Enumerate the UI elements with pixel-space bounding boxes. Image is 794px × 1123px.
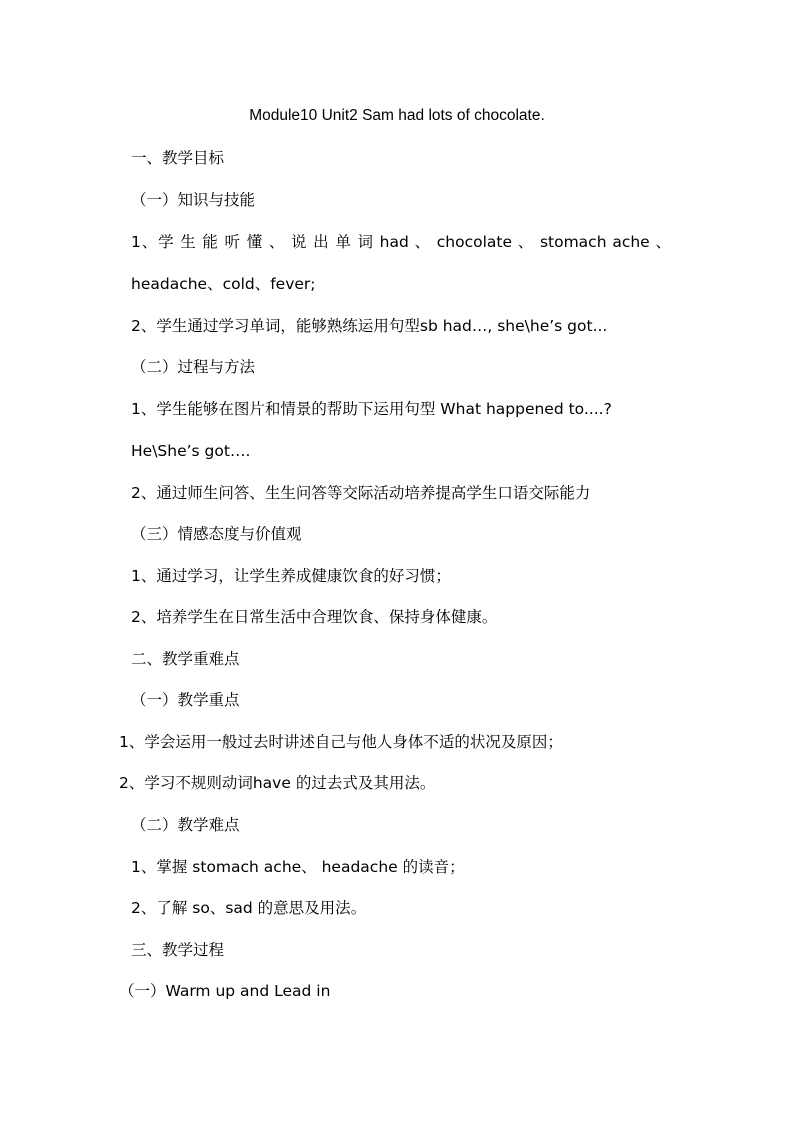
document-title: Module10 Unit2 Sam had lots of chocolate. xyxy=(249,107,545,124)
paragraph-line: 2、学生通过学习单词，能够熟练运用句型sb had…, she\he’s got... xyxy=(131,317,608,335)
subsection-heading-difficulty: （二）教学难点 xyxy=(131,816,240,834)
subsection-heading-process: （二）过程与方法 xyxy=(131,358,256,376)
subsection-heading-knowledge: （一）知识与技能 xyxy=(131,191,256,209)
section-heading-key-points: 二、教学重难点 xyxy=(131,650,240,668)
subsection-heading-attitude: （三）情感态度与价值观 xyxy=(131,525,302,543)
paragraph-line: 1、掌握 stomach ache、 headache 的读音； xyxy=(131,858,465,876)
subsection-heading-focus: （一）教学重点 xyxy=(131,691,240,709)
paragraph-line: 2、培养学生在日常生活中合理饮食、保持身体健康。 xyxy=(131,608,498,626)
section-heading-objectives: 一、教学目标 xyxy=(131,149,225,167)
paragraph-line: headache、cold、fever; xyxy=(131,275,316,293)
paragraph-line: 1、通过学习，让学生养成健康饮食的好习惯； xyxy=(131,567,451,585)
paragraph-line: 1、学 生 能 听 懂 、 说 出 单 词 had 、 chocolate 、 stomach ache 、 xyxy=(131,233,671,251)
paragraph-line: 2、通过师生问答、生生问答等交际活动培养提高学生口语交际能力 xyxy=(131,484,591,502)
section-heading-procedure: 三、教学过程 xyxy=(131,941,225,959)
paragraph-line: He\She’s got…. xyxy=(131,442,251,460)
paragraph-line: 1、学生能够在图片和情景的帮助下运用句型 What happened to....? xyxy=(131,400,612,418)
paragraph-line: 2、学习不规则动词have 的过去式及其用法。 xyxy=(119,774,436,792)
paragraph-line: 2、了解 so、sad 的意思及用法。 xyxy=(131,899,367,917)
paragraph-line: 1、学会运用一般过去时讲述自己与他人身体不适的状况及原因； xyxy=(119,733,563,751)
subsection-heading-warm-up: （一）Warm up and Lead in xyxy=(119,982,331,1000)
